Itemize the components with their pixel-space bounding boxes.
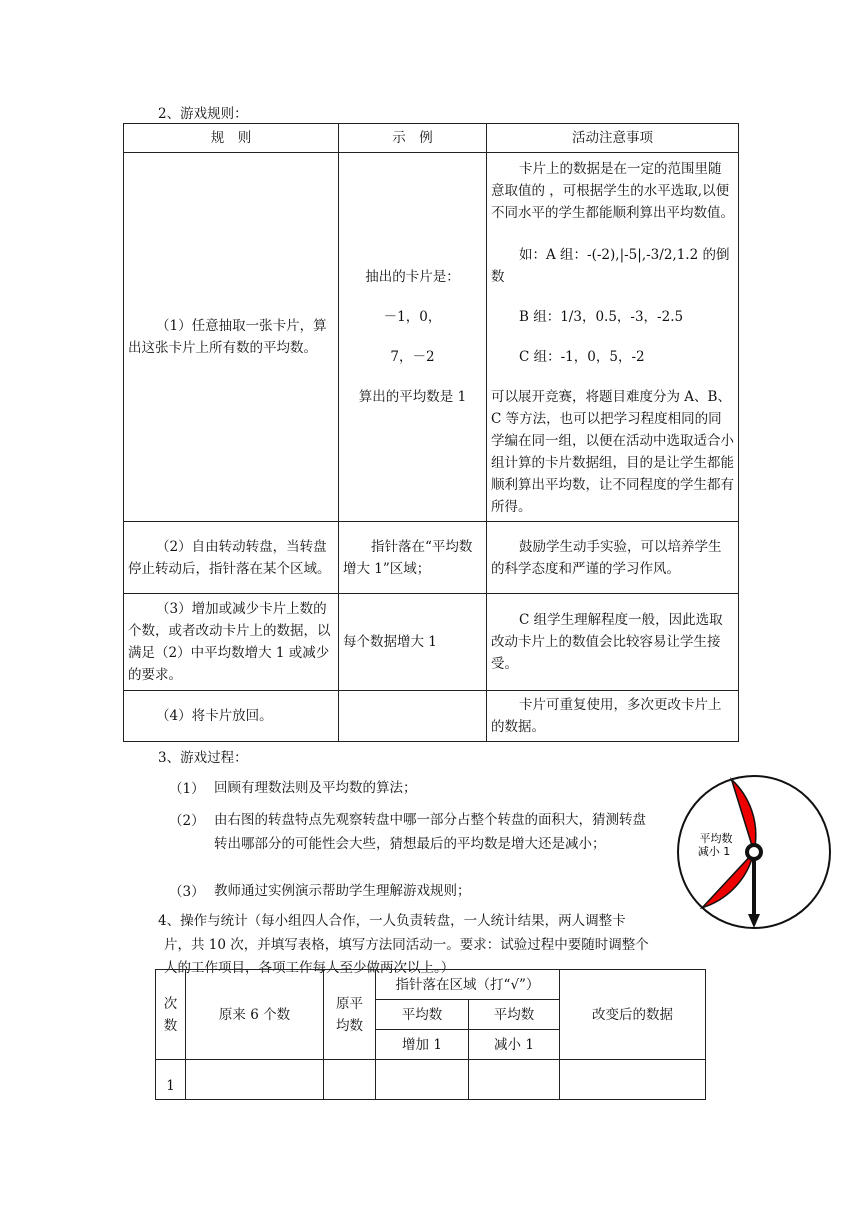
- step-2-num: （2）: [169, 813, 205, 829]
- notes-1-para: B 组：1/3，0.5，-3，-2.5: [519, 309, 684, 325]
- rule-2: （2）自由转动转盘，当转盘停止转动后，指针落在某个区域。: [124, 522, 339, 594]
- cell-increase-mark[interactable]: [376, 1060, 469, 1100]
- header-decrease-line1: 平均数: [469, 1000, 560, 1030]
- header-increase-line1: 平均数: [376, 1000, 469, 1030]
- notes-4: 卡片可重复使用，多次更改卡片上的数据。: [487, 691, 739, 742]
- cell-changed-data[interactable]: [560, 1060, 706, 1100]
- example-4: [339, 691, 487, 742]
- section-2-title: 2、游戏规则：: [158, 106, 248, 122]
- section-3-title: 3、游戏过程：: [158, 750, 248, 766]
- step-1-text: 回顾有理数法则及平均数的算法；: [214, 780, 417, 796]
- table-row: [156, 1060, 706, 1100]
- header-increase-line2: 增加 1: [376, 1030, 469, 1060]
- header-pointer-area: 指针落在区域（打“√”）: [376, 970, 560, 1000]
- example-1-line: 抽出的卡片是：: [365, 269, 460, 285]
- cell-original-average[interactable]: [324, 1060, 376, 1100]
- rule-3: （3）增加或减少卡片上数的个数，或者改动卡片上的数据，以满足（2）中平均数增大 1 或减少的要求。: [124, 594, 339, 691]
- notes-1-para: 卡片上的数据是在一定的范围里随意取值的 ，可根据学生的水平选取,以便不同水平的学生都能顺利算出平均数值。: [491, 161, 734, 221]
- notes-2: 鼓励学生动手实验，可以培养学生的科学态度和严谨的学习作风。: [487, 522, 739, 594]
- cell-decrease-mark[interactable]: [469, 1060, 560, 1100]
- spinner-white-label-line2: 减小 1: [697, 845, 731, 858]
- statistics-table: [155, 969, 706, 1100]
- notes-1: [487, 153, 739, 522]
- spinner-wheel: [672, 772, 840, 940]
- notes-1-para: C 组：-1，0，5，-2: [519, 349, 645, 365]
- spinner-hub[interactable]: [747, 845, 761, 859]
- example-2: 指针落在“平均数增大 1”区域；: [339, 522, 487, 594]
- header-rule: 规 则: [124, 124, 339, 153]
- rules-row-1: [124, 153, 739, 522]
- step-3-text: 教师通过实例演示帮助学生理解游戏规则；: [214, 883, 471, 899]
- notes-3: C 组学生理解程度一般，因此选取改动卡片上的数值会比较容易让学生接受。: [487, 594, 739, 691]
- step-2-text: 由右图的转盘特点先观察转盘中哪一部分占整个转盘的面积大，猜测转盘转出哪部分的可能性会大些，猜想最后的平均数是增大还是减小；: [214, 812, 646, 852]
- header-count: 次数: [156, 970, 186, 1060]
- cell-original-numbers[interactable]: [186, 1060, 324, 1100]
- notes-1-para: 如：A 组：-(-2),|-5|,-3/2,1.2 的倒数: [491, 247, 730, 285]
- example-1-line: －1，0，: [383, 309, 442, 325]
- step-3-num: （3）: [169, 884, 205, 900]
- header-original-numbers: 原来 6 个数: [186, 970, 324, 1060]
- spinner-red-label-line2: 增大 1: [780, 846, 814, 859]
- rule-1: （1）任意抽取一张卡片，算出这张卡片上所有数的平均数。: [124, 153, 339, 522]
- rules-row-4: [124, 691, 739, 742]
- rules-table-header: [124, 124, 739, 153]
- example-1-line: 7，－2: [390, 349, 435, 365]
- header-original-average: 原平均数: [324, 970, 376, 1060]
- rules-row-2: [124, 522, 739, 594]
- header-notes: 活动注意事项: [487, 124, 739, 153]
- step-1-num: （1）: [169, 781, 205, 797]
- header-changed-data: 改变后的数据: [560, 970, 706, 1060]
- section-4-text: 4、操作与统计（每小组四人合作，一人负责转盘，一人统计结果，两人调整卡片，共 10 次，并填写表格，填写方法同活动一。要求：试验过程中要随时调整个人的工作项目，各项工作每人至少做两次以上。）: [158, 913, 649, 976]
- spinner-white-label-line1: 平均数: [699, 832, 733, 845]
- notes-1-para: 可以展开竞赛，将题目难度分为 A、B、C 等方法，也可以把学习程度相同的同学编在同一组，以便在活动中选取适合小组计算的卡片数据组，目的是让学生都能顺利算出平均数，让不同程度的学生都有所得。: [491, 389, 734, 515]
- row-number: 1: [156, 1060, 186, 1100]
- example-3: 每个数据增大 1: [339, 594, 487, 691]
- rules-table: [123, 123, 739, 742]
- rules-row-3: [124, 594, 739, 691]
- rule-4: （4）将卡片放回。: [124, 691, 339, 742]
- example-1: [339, 153, 487, 522]
- header-decrease-line2: 减小 1: [469, 1030, 560, 1060]
- example-1-line: 算出的平均数是 1: [358, 389, 467, 405]
- spinner-red-label-line1: 平均数: [780, 832, 814, 845]
- header-example: 示 例: [339, 124, 487, 153]
